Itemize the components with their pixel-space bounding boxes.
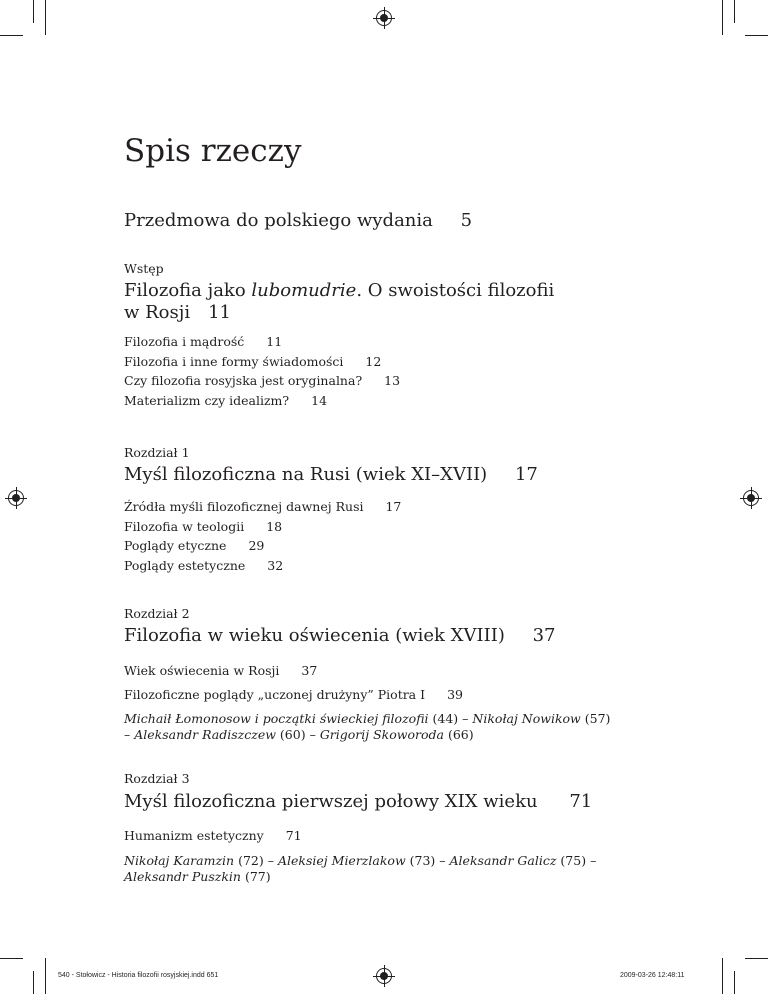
- page-title: Spis rzeczy: [124, 132, 302, 169]
- toc-sublist: [124, 659, 463, 707]
- toc-subentry[interactable]: Filozofia w teologii 18: [124, 518, 283, 534]
- section-label: Wstęp: [124, 261, 164, 276]
- toc-subentry[interactable]: Źródła myśli filozoficznej dawnej Rusi 17: [124, 499, 402, 514]
- toc-subentry[interactable]: Materializm czy idealizm? 14: [124, 392, 328, 408]
- toc-subentry[interactable]: Filozofia i mądrość 11: [124, 334, 283, 349]
- print-slug-file: 540 - Stołowicz - Historia filozofii rosyjskiej.indd 651: [58, 972, 219, 979]
- toc-page-number: 5: [460, 210, 473, 231]
- toc-entry-label: Przedmowa do polskiego wydania: [124, 210, 433, 231]
- toc-sublist: [124, 332, 400, 410]
- print-slug-timestamp: 2009-03-26 12:48:11: [620, 972, 685, 979]
- registration-mark-icon: [8, 490, 24, 506]
- toc-person-list: Nikołaj Karamzin (72) – Aleksiej Mierzlakow (73) – Aleksandr Galicz (75) – Aleksandr Puszkin (77): [124, 853, 597, 884]
- toc-entry-preface[interactable]: [124, 210, 472, 231]
- toc-sublist: [124, 497, 401, 575]
- toc-subentry[interactable]: Poglądy etyczne 29: [124, 538, 265, 553]
- chapter-label: Rozdział 2: [124, 606, 190, 621]
- toc-entry-chapter-1[interactable]: Myśl filozoficzna na Rusi (wiek XI–XVII) 17: [124, 464, 538, 485]
- registration-mark-icon: [376, 968, 392, 984]
- toc-sublist: [124, 826, 302, 846]
- toc-subentry[interactable]: Wiek oświecenia w Rosji 37: [124, 663, 318, 678]
- registration-mark-icon: [376, 10, 392, 26]
- toc-subentry[interactable]: Czy filozofia rosyjska jest oryginalna? 13: [124, 373, 401, 388]
- toc-subentry[interactable]: Poglądy estetyczne 32: [124, 557, 284, 573]
- registration-mark-icon: [743, 490, 759, 506]
- toc-person-list: Michaił Łomonosow i początki świeckiej filozofii (44) – Nikołaj Nowikow (57) – Aleksandr Radiszczew (60) – Grigorij Skoworoda (66): [124, 711, 611, 742]
- toc-entry-intro[interactable]: Filozofia jako lubomudrie. O swoistości filozofii w Rosji 11: [124, 280, 555, 323]
- toc-subentry[interactable]: Humanizm estetyczny 71: [124, 828, 302, 843]
- toc-entry-chapter-2[interactable]: Filozofia w wieku oświecenia (wiek XVIII) 37: [124, 625, 556, 646]
- toc-entry-chapter-3[interactable]: Myśl filozoficzna pierwszej połowy XIX wieku 71: [124, 791, 593, 812]
- toc-page-number: 11: [208, 302, 231, 323]
- toc-page-number: 37: [532, 625, 556, 646]
- toc-page-number: 17: [514, 464, 538, 485]
- chapter-label: Rozdział 1: [124, 445, 190, 460]
- toc-page-number: 71: [569, 791, 593, 812]
- toc-subentry[interactable]: Filozoficzne poglądy „uczonej drużyny” Piotra I 39: [124, 687, 463, 702]
- toc-subentry[interactable]: Filozofia i inne formy świadomości 12: [124, 353, 382, 369]
- chapter-label: Rozdział 3: [124, 771, 190, 786]
